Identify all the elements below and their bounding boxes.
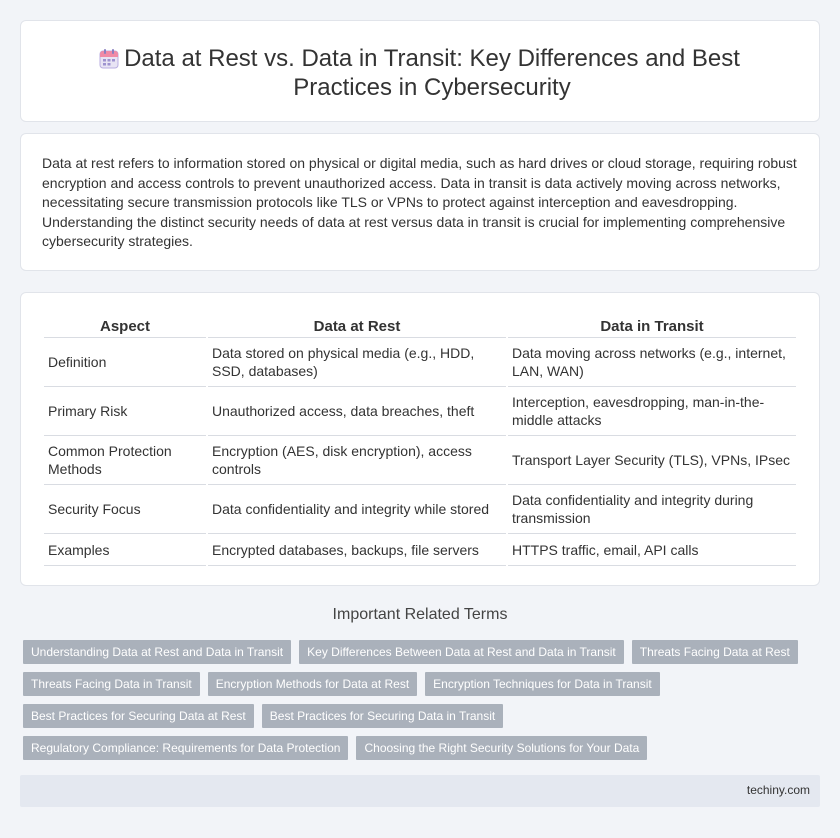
comparison-table-card: [20, 292, 820, 586]
table-row: [44, 534, 796, 566]
cell-rest: Data stored on physical media (e.g., HDD, SSD, databases): [208, 338, 506, 387]
tag-row: [23, 736, 813, 760]
cell-transit: Data confidentiality and integrity during transmission: [508, 485, 796, 534]
comparison-table: [42, 314, 798, 566]
table-row: [44, 338, 796, 387]
cell-aspect: Examples: [44, 534, 206, 566]
calendar-icon: [97, 47, 121, 71]
footer: [20, 775, 820, 807]
tag-row: [23, 672, 813, 696]
cell-rest: Encrypted databases, backups, file servers: [208, 534, 506, 566]
title-wrap: [21, 44, 819, 102]
related-term-tag[interactable]: Choosing the Right Security Solutions for Your Data: [356, 736, 647, 760]
cell-aspect: Primary Risk: [44, 387, 206, 436]
cell-aspect: Definition: [44, 338, 206, 387]
related-term-tag[interactable]: Threats Facing Data at Rest: [632, 640, 798, 664]
table-row: [44, 387, 796, 436]
table-row: [44, 436, 796, 485]
cell-transit: Transport Layer Security (TLS), VPNs, IPsec: [508, 436, 796, 485]
intro-paragraph: Data at rest refers to information stored on physical or digital media, such as hard drives or cloud storage, requiring robust encryption and access controls to prevent unauthorized access. Data in transit is data actively moving across networks, necessitating secure transmission protocols like TLS or VPNs to protect against interception and eavesdropping. Understanding the distinct security needs of data at rest versus data in transit is crucial for implementing comprehensive cybersecurity strategies.: [42, 155, 797, 249]
related-terms-title: Important Related Terms: [332, 606, 508, 623]
header-data-at-rest: Data at Rest: [208, 314, 506, 338]
footer-brand[interactable]: techiny.com: [746, 783, 810, 797]
related-term-tag[interactable]: Threats Facing Data in Transit: [23, 672, 200, 696]
tag-row: [23, 640, 813, 664]
cell-rest: Data confidentiality and integrity while stored: [208, 485, 506, 534]
cell-rest: Unauthorized access, data breaches, theft: [208, 387, 506, 436]
cell-transit: HTTPS traffic, email, API calls: [508, 534, 796, 566]
header-card: [20, 20, 820, 122]
related-terms-list: [23, 640, 813, 768]
page-title: Data at Rest vs. Data in Transit: Key Differences and Best Practices in Cybersecurity: [124, 45, 740, 101]
header-aspect: Aspect: [44, 314, 206, 338]
related-term-tag[interactable]: Key Differences Between Data at Rest and Data in Transit: [299, 640, 624, 664]
cell-transit: Interception, eavesdropping, man-in-the-middle attacks: [508, 387, 796, 436]
related-term-tag[interactable]: Regulatory Compliance: Requirements for Data Protection: [23, 736, 348, 760]
related-term-tag[interactable]: Encryption Methods for Data at Rest: [208, 672, 417, 696]
tag-row: [23, 704, 813, 728]
cell-transit: Data moving across networks (e.g., internet, LAN, WAN): [508, 338, 796, 387]
table-header-row: [44, 314, 796, 338]
header-data-in-transit: Data in Transit: [508, 314, 796, 338]
cell-aspect: Security Focus: [44, 485, 206, 534]
related-term-tag[interactable]: Best Practices for Securing Data at Rest: [23, 704, 254, 728]
cell-rest: Encryption (AES, disk encryption), access controls: [208, 436, 506, 485]
related-term-tag[interactable]: Best Practices for Securing Data in Transit: [262, 704, 503, 728]
intro-card: [20, 133, 820, 271]
table-row: [44, 485, 796, 534]
related-term-tag[interactable]: Understanding Data at Rest and Data in Transit: [23, 640, 291, 664]
related-term-tag[interactable]: Encryption Techniques for Data in Transit: [425, 672, 660, 696]
cell-aspect: Common Protection Methods: [44, 436, 206, 485]
